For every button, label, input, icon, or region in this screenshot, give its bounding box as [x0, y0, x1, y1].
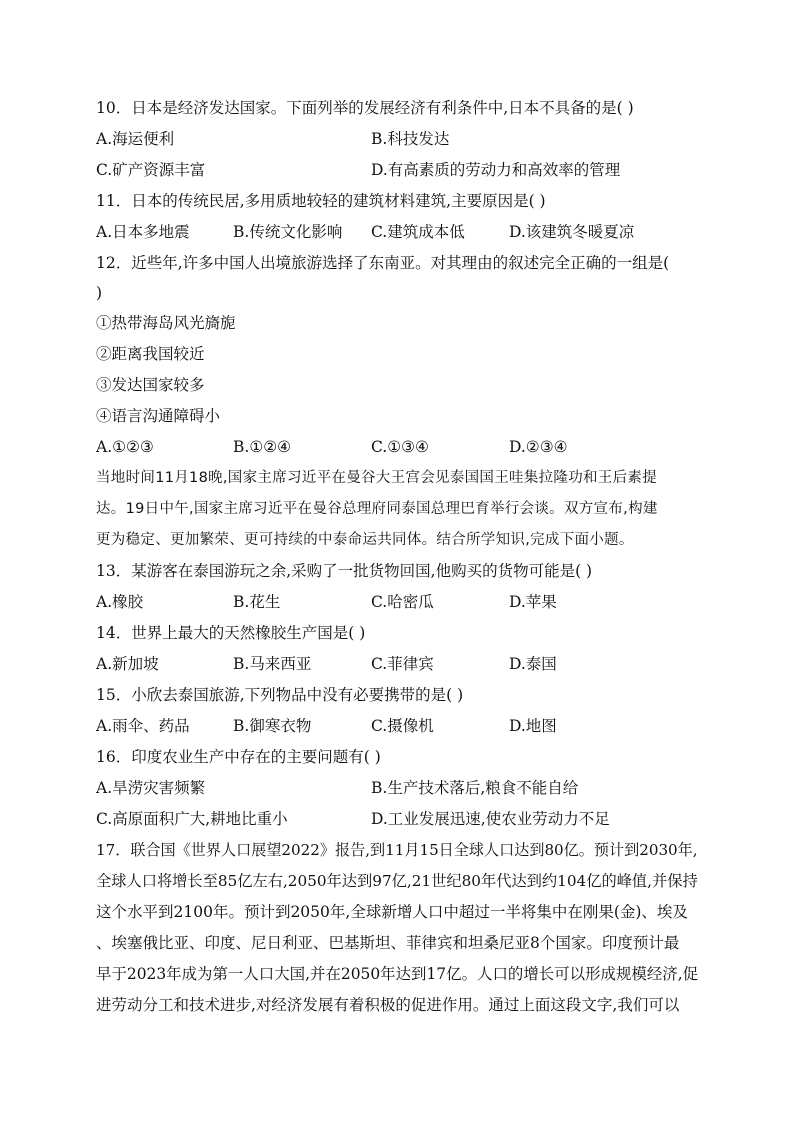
question-11-stem: 11．日本的传统民居,多用质地较轻的建筑材料建筑,主要原因是( ) [96, 192, 546, 210]
q14-option-d: D.泰国 [509, 655, 557, 673]
q12-option-b: B.①②④ [233, 438, 292, 456]
q11-option-a: A.日本多地震 [96, 223, 190, 241]
question-12-stem-cont: ) [96, 284, 103, 302]
q14-option-b: B.马来西亚 [233, 655, 312, 673]
q10-option-b: B.科技发达 [371, 130, 450, 148]
q10-option-c: C.矿产资源丰富 [96, 161, 206, 179]
question-17-line-3: 这个水平到2100年。预计到2050年,全球新增人口中超过一半将集中在刚果(金)、埃及 [96, 903, 688, 921]
q13-option-b: B.花生 [233, 593, 281, 611]
q12-item-4: ④语言沟通障碍小 [96, 407, 221, 425]
question-17-line-1: 17．联合国《世界人口展望2022》报告,到11月15日全球人口达到80亿。预计到2030年, [96, 841, 698, 859]
q12-option-d: D.②③④ [509, 438, 568, 456]
q12-item-2: ②距离我国较近 [96, 345, 205, 363]
question-17-line-4: 、埃塞俄比亚、印度、尼日利亚、巴基斯坦、菲律宾和坦桑尼亚8个国家。印度预计最 [96, 934, 680, 952]
q12-option-c: C.①③④ [371, 438, 429, 456]
q13-option-d: D.苹果 [509, 593, 557, 611]
passage-line-1: 当地时间11月18晚,国家主席习近平在曼谷大王宫会见泰国国王哇集拉隆功和王后素提 [96, 470, 658, 486]
passage-line-3: 更为稳定、更加繁荣、更可持续的中泰命运共同体。结合所学知识,完成下面小题。 [96, 532, 634, 548]
q15-option-a: A.雨伞、药品 [96, 717, 190, 735]
q14-option-c: C.菲律宾 [371, 655, 434, 673]
question-12-stem: 12．近些年,许多中国人出境旅游选择了东南亚。对其理由的叙述完全正确的一组是( [96, 254, 670, 272]
question-17-line-2: 全球人口将增长至85亿左右,2050年达到97亿,21世纪80年代达到约104亿的峰值,并保持 [96, 872, 698, 890]
passage-line-2: 达。19日中午,国家主席习近平在曼谷总理府同泰国总理巴育举行会谈。双方宣布,构建 [96, 501, 658, 517]
q13-option-c: C.哈密瓜 [371, 593, 434, 611]
q13-option-a: A.橡胶 [96, 593, 144, 611]
q11-option-d: D.该建筑冬暖夏凉 [509, 223, 635, 241]
q15-option-c: C.摄像机 [371, 717, 434, 735]
question-15-stem: 15．小欣去泰国旅游,下列物品中没有必要携带的是( ) [96, 686, 464, 704]
q11-option-c: C.建筑成本低 [371, 223, 465, 241]
q15-option-b: B.御寒衣物 [233, 717, 312, 735]
q11-option-b: B.传统文化影响 [233, 223, 343, 241]
q15-option-d: D.地图 [509, 717, 557, 735]
q12-item-3: ③发达国家较多 [96, 376, 205, 394]
q16-option-c: C.高原面积广大,耕地比重小 [96, 810, 288, 828]
question-17-line-6: 进劳动分工和技术进步,对经济发展有着积极的促进作用。通过上面这段文字,我们可以 [96, 996, 680, 1014]
question-13-stem: 13．某游客在泰国游玩之余,采购了一批货物回国,他购买的货物可能是( ) [96, 562, 593, 580]
question-10-stem: 10．日本是经济发达国家。下面列举的发展经济有利条件中,日本不具备的是( ) [96, 99, 634, 117]
q10-option-d: D.有高素质的劳动力和高效率的管理 [371, 161, 621, 179]
question-16-stem: 16．印度农业生产中存在的主要问题有( ) [96, 748, 381, 766]
q16-option-a: A.旱涝灾害频繁 [96, 779, 206, 797]
q12-item-1: ①热带海岛风光旖旎 [96, 314, 236, 332]
question-14-stem: 14．世界上最大的天然橡胶生产国是( ) [96, 624, 366, 642]
q16-option-d: D.工业发展迅速,使农业劳动力不足 [371, 810, 610, 828]
q14-option-a: A.新加坡 [96, 655, 159, 673]
question-17-line-5: 早于2023年成为第一人口大国,并在2050年达到17亿。人口的增长可以形成规模经济,促 [96, 965, 699, 983]
q10-option-a: A.海运便利 [96, 130, 175, 148]
q12-option-a: A.①②③ [96, 438, 154, 456]
q16-option-b: B.生产技术落后,粮食不能自给 [371, 779, 579, 797]
